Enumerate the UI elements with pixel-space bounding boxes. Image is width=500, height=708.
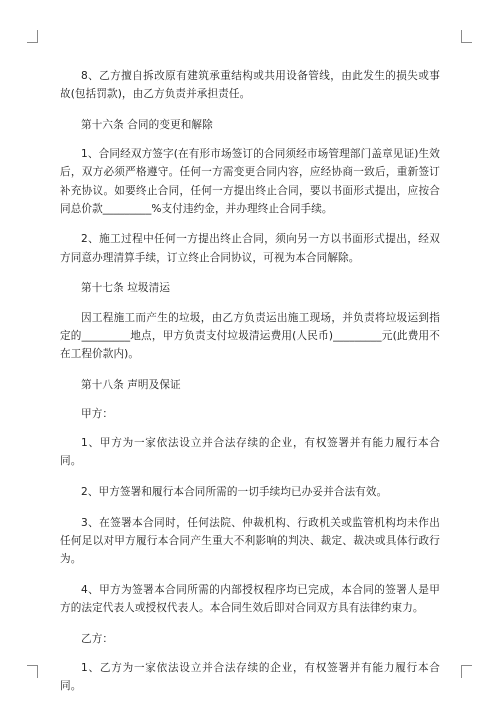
document-body bbox=[60, 67, 440, 708]
crop-mark-top-left bbox=[27, 30, 38, 43]
article-17-body: 因工程施工而产生的垃圾，由乙方负责运出施工现场，并负责将垃圾运到指定的_________地点，甲方负责支付垃圾清运费用(人民币)_________元(此费用不在工程价款内)。 bbox=[60, 311, 440, 360]
crop-mark-bottom-right bbox=[461, 665, 472, 678]
party-a-item-1: 1、甲方为一家依法设立并合法存续的企业，有权签署并有能力履行本合同。 bbox=[60, 437, 440, 468]
article-16-heading: 第十六条 合同的变更和解除 bbox=[81, 118, 213, 131]
crop-mark-top-right bbox=[461, 30, 472, 43]
article-18-heading: 第十八条 声明及保证 bbox=[81, 378, 181, 391]
party-a-item-2: 2、甲方签署和履行本合同所需的一切手续均已办妥并合法有效。 bbox=[81, 485, 388, 498]
party-a-item-4: 4、甲方为签署本合同所需的内部授权程序均已完成，本合同的签署人是甲方的法定代表人或授权代表人。本合同生效后即对合同双方具有法律约束力。 bbox=[60, 583, 440, 614]
crop-mark-bottom-left bbox=[27, 665, 38, 678]
party-a-label: 甲方： bbox=[81, 407, 114, 420]
article-16-item-1: 1、合同经双方签字(在有形市场签订的合同须经市场管理部门盖章见证)生效后，双方必须严格遵守。任何一方需变更合同内容，应经协商一致后，重新签订补充协议。如要终止合同，任何一方提出终止合同，要以书面形式提出，应按合同总价款_________%支付违约金，并办理终止合同手续。 bbox=[60, 148, 440, 215]
article-17-heading: 第十七条 垃圾清运 bbox=[81, 282, 171, 295]
party-b-label: 乙方： bbox=[81, 632, 114, 645]
article-16-item-2: 2、施工过程中任何一方提出终止合同，须向另一方以书面形式提出，经双方同意办理清算手续，订立终止合同协议，可视为本合同解除。 bbox=[60, 233, 440, 264]
party-b-item-1: 1、乙方为一家依法设立并合法存续的企业，有权签署并有能力履行本合同。 bbox=[60, 661, 440, 693]
clause-8-paragraph: 8、乙方擅自拆改原有建筑承重结构或共用设备管线，由此发生的损失或事故(包括罚款)，由乙方负责并承担责任。 bbox=[60, 70, 440, 101]
party-a-item-3: 3、在签署本合同时，任何法院、仲裁机构、行政机关或监管机构均未作出任何足以对甲方履行本合同产生重大不利影响的判决、裁定、裁决或具体行政行为。 bbox=[60, 516, 440, 566]
